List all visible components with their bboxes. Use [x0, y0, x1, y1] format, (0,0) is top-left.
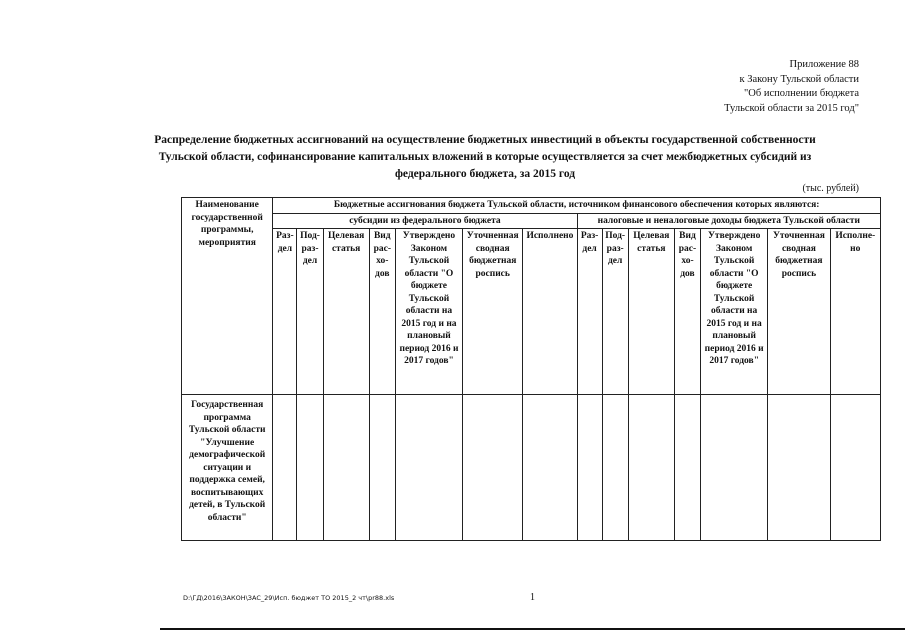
col-celevaya: Целевая статья [323, 229, 369, 395]
table-cell [323, 395, 369, 541]
table-cell [395, 395, 462, 541]
title-line: федерального бюджета, за 2015 год [394, 168, 576, 180]
col-razdel: Раз-дел [273, 229, 297, 395]
col-executed: Исполнено [523, 229, 577, 395]
table-row [182, 395, 881, 541]
col-refined: Уточненная сводная бюджетная роспись [463, 229, 523, 395]
units-label: (тыс. рублей) [802, 183, 859, 194]
col-vid-2: Вид рас-хо-дов [674, 229, 700, 395]
table-cell [463, 395, 523, 541]
table-cell [273, 395, 297, 541]
table-cell [830, 395, 880, 541]
table-cell [369, 395, 395, 541]
table-cell [628, 395, 674, 541]
col-refined-2: Уточненная сводная бюджетная роспись [768, 229, 830, 395]
program-name-cell: Государственная программа Тульской области "Улучшение демографической ситуации и поддержка семей, воспитывающих детей, в Тульской области" [182, 395, 273, 541]
col-approved: Утверждено Законом Тульской области "О бюджете Тульской области на 2015 год и на плановый период 2016 и 2017 годов" [395, 229, 462, 395]
table-cell [297, 395, 323, 541]
document-title [120, 132, 850, 183]
table-cell [674, 395, 700, 541]
col-celevaya-2: Целевая статья [628, 229, 674, 395]
header-name: Наименование государственной программы, мероприятия [182, 198, 273, 395]
header-group-regional: налоговые и неналоговые доходы бюджета Тульской области [577, 213, 880, 229]
col-podrazdel-2: Под-раз-дел [602, 229, 628, 395]
table-cell [577, 395, 602, 541]
appendix-line: Тульской области за 2015 год" [724, 102, 859, 114]
table-cell [602, 395, 628, 541]
budget-table [181, 197, 881, 541]
appendix-line: Приложение 88 [789, 59, 859, 70]
appendix-line: "Об исполнении бюджета [744, 88, 859, 99]
table-cell [701, 395, 768, 541]
table-cell [523, 395, 577, 541]
appendix-block [639, 58, 859, 116]
col-executed-2: Исполне-но [830, 229, 880, 395]
title-line: Распределение бюджетных ассигнований на осуществление бюджетных инвестиций в объекты государственной собственности [154, 134, 816, 146]
col-podrazdel: Под-раз-дел [297, 229, 323, 395]
col-approved-2: Утверждено Законом Тульской области "О бюджете Тульской области на 2015 год и на плановый период 2016 и 2017 годов" [701, 229, 768, 395]
title-line: Тульской области, софинансирование капитальных вложений в которые осуществляется за счет межбюджетных субсидий из [158, 151, 812, 163]
table-cell [768, 395, 830, 541]
page-number: 1 [530, 592, 535, 603]
file-path: D:\ГД\2016\ЗАКОН\ЗАС_29\Исп. бюджет ТО 2015_2 чт\pr88.xls [183, 594, 395, 602]
col-vid: Вид рас-хо-дов [369, 229, 395, 395]
header-group-federal: субсидии из федерального бюджета [273, 213, 577, 229]
appendix-line: к Закону Тульской области [739, 73, 859, 85]
bottom-rule [160, 628, 905, 630]
col-razdel-2: Раз-дел [577, 229, 602, 395]
header-top: Бюджетные ассигнования бюджета Тульской области, источником финансового обеспечения которых являются: [273, 198, 881, 214]
